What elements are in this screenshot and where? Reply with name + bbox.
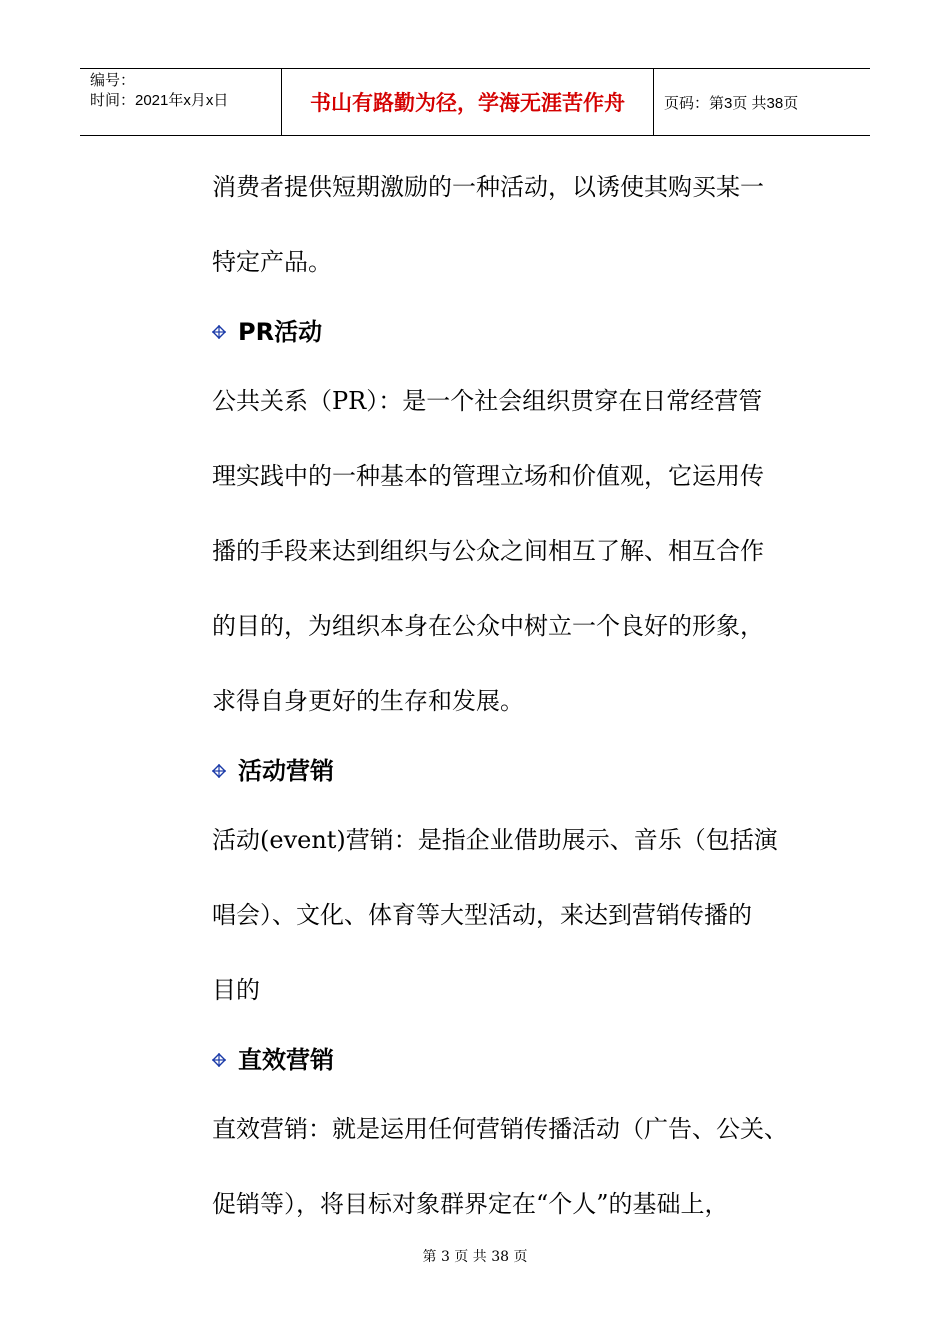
diamond-bullet-icon bbox=[212, 325, 226, 339]
body-text-line: 促销等），将目标对象群界定在“个人”的基础上， bbox=[212, 1190, 729, 1218]
body-text-line: 播的手段来达到组织与公众之间相互了解、相互合作 bbox=[212, 537, 764, 565]
section-heading bbox=[212, 1028, 832, 1092]
section-heading-text: 活动营销 bbox=[238, 757, 334, 785]
body-text-line: 目的 bbox=[212, 976, 260, 1004]
document-body bbox=[212, 150, 832, 1242]
body-text-line: 求得自身更好的生存和发展。 bbox=[212, 687, 524, 715]
body-text-line: 特定产品。 bbox=[212, 248, 332, 276]
section-heading-text: PR活动 bbox=[238, 318, 323, 346]
header-meta bbox=[80, 69, 282, 135]
header-page-info: 页码：第3页 共38页 bbox=[664, 94, 799, 112]
section-heading bbox=[212, 739, 832, 803]
body-text-line: 理实践中的一种基本的管理立场和价值观，它运用传 bbox=[212, 462, 764, 490]
body-text-line: 消费者提供短期激励的一种活动，以诱使其购买某一 bbox=[212, 173, 764, 201]
body-text-line: 唱会）、文化、体育等大型活动，来达到营销传播的 bbox=[212, 901, 752, 929]
document-time: 时间：2021年x月x日 bbox=[90, 92, 229, 109]
document-number: 编号： bbox=[90, 72, 136, 89]
body-text-line: 公共关系（PR）：是一个社会组织贯穿在日常经营管 bbox=[212, 387, 763, 415]
section-heading-text: 直效营销 bbox=[238, 1046, 334, 1074]
body-text-line: 直效营销：就是运用任何营销传播活动（广告、公关、 bbox=[212, 1115, 788, 1143]
diamond-bullet-icon bbox=[212, 1053, 226, 1067]
body-text-line: 活动(event)营销：是指企业借助展示、音乐（包括演 bbox=[212, 826, 778, 854]
section-heading bbox=[212, 300, 832, 364]
diamond-bullet-icon bbox=[212, 764, 226, 778]
body-text-line: 的目的，为组织本身在公众中树立一个良好的形象， bbox=[212, 612, 764, 640]
header-motto: 书山有路勤为径，学海无涯苦作舟 bbox=[282, 69, 654, 135]
page-header bbox=[80, 68, 870, 136]
page-footer: 第 3 页 共 38 页 bbox=[422, 1249, 528, 1265]
